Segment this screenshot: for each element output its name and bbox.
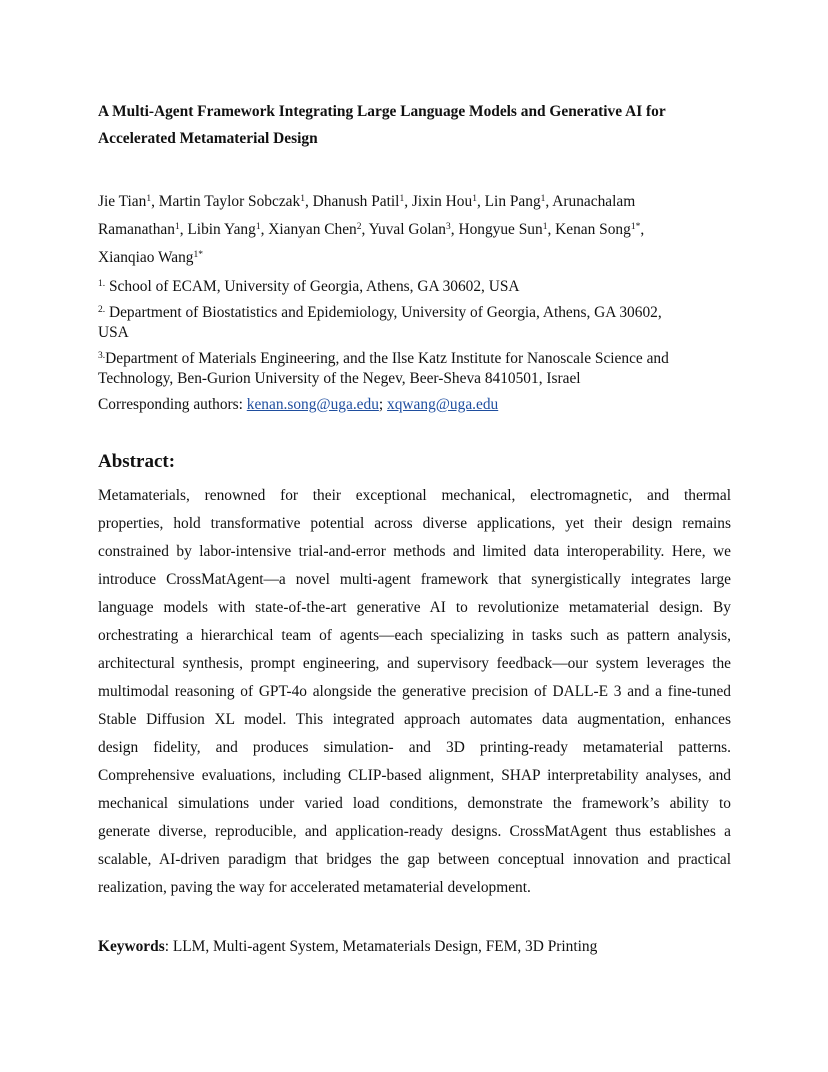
- title-line: A Multi-Agent Framework Integrating Large Language Models and Generative AI for: [98, 103, 666, 120]
- author: Martin Taylor Sobczak$^1$,: [158, 193, 313, 210]
- abstract-line: Metamaterials, renowned for their exceptional mechanical, electromagnetic, and thermal: [98, 487, 731, 504]
- affiliation-text: Department of Biostatistics and Epidemiology, University of Georgia, Athens, GA 30602,: [108, 304, 662, 321]
- abstract-line: architectural synthesis, prompt engineering, and supervisory feedback—our system leverages the: [98, 655, 731, 672]
- author-list: [98, 188, 738, 272]
- author: Xianyan Chen$^2$,: [268, 221, 369, 238]
- abstract-line: realization, paving the way for accelerated metamaterial development.: [98, 879, 531, 896]
- abstract-line: language models with state-of-the-art generative AI to revolutionize metamaterial design. By: [98, 599, 731, 616]
- abstract-line: scalable, AI-driven paradigm that bridges the gap between conceptual innovation and practical: [98, 851, 731, 868]
- abstract-line: multimodal reasoning of GPT-4o alongside the generative precision of DALL-E 3 and a fine-tuned: [98, 683, 731, 700]
- author: Jie Tian$^1$,: [98, 193, 159, 210]
- abstract-line: orchestrating a hierarchical team of agents—each specializing in tasks such as pattern analysis,: [98, 627, 731, 644]
- abstract-line: generate diverse, reproducible, and application-ready designs. CrossMatAgent thus establishes a: [98, 823, 731, 840]
- author-name-part: Arunachalam: [552, 193, 636, 210]
- abstract-line: Comprehensive evaluations, including CLIP-based alignment, SHAP interpretability analyses, and: [98, 767, 731, 784]
- author: Kenan Song$^{1*}$,: [555, 221, 645, 238]
- abstract-line: introduce CrossMatAgent—a novel multi-agent framework that synergistically integrates large: [98, 571, 731, 588]
- paper-title: [98, 98, 738, 152]
- affiliation-text: Department of Materials Engineering, and the Ilse Katz Institute for Nanoscale Science and: [105, 350, 669, 367]
- abstract-line: design fidelity, and produces simulation- and 3D printing-ready metamaterial patterns.: [98, 739, 731, 756]
- corresponding-label: Corresponding authors:: [98, 396, 247, 413]
- title-line: Accelerated Metamaterial Design: [98, 130, 318, 147]
- keywords: [98, 936, 597, 958]
- abstract-line: mechanical simulations under varied load conditions, demonstrate the framework’s ability to: [98, 795, 731, 812]
- affiliation-number: 1.: [98, 279, 106, 289]
- abstract-heading: Abstract:: [98, 451, 176, 472]
- affiliation-text: Technology, Ben-Gurion University of the Negev, Beer-Sheva 8410501, Israel: [98, 370, 581, 387]
- affiliation-1: [98, 277, 738, 297]
- author: Jixin Hou$^1$,: [411, 193, 485, 210]
- author-line: [98, 244, 738, 272]
- affiliation-number: 2.: [98, 305, 106, 315]
- author: Lin Pang$^1$,: [484, 193, 553, 210]
- abstract-body: [98, 482, 731, 902]
- author: Xianqiao Wang$^{1*}$: [98, 249, 203, 266]
- author: Hongyue Sun$^1$,: [458, 221, 556, 238]
- email-link-xqwang[interactable]: xqwang@uga.edu: [387, 396, 499, 413]
- affiliation-2: [98, 303, 738, 343]
- author-line: [98, 188, 738, 216]
- corresponding-authors: Corresponding authors: kenan.song@uga.edu; xqwang@uga.edu: [98, 396, 499, 413]
- affiliation-text: School of ECAM, University of Georgia, Athens, GA 30602, USA: [108, 278, 520, 295]
- abstract-line: constrained by labor-intensive trial-and-error methods and limited data interoperability. Here, we: [98, 543, 731, 560]
- keywords-label: Keywords: [98, 938, 165, 955]
- email-link-kenan-song[interactable]: kenan.song@uga.edu: [246, 396, 379, 413]
- affiliation-number: 3.: [98, 351, 106, 361]
- author: Libin Yang$^1$,: [187, 221, 269, 238]
- author: Yuval Golan$^3$,: [368, 221, 459, 238]
- author-line: Ramanathan$^1$, Libin Yang$^1$, Xianyan Chen$^2$, Yuval Golan$^3$, Hongyue Sun$^1$, Kenan Song$^{1*}$,: [98, 221, 645, 238]
- keywords-list: : LLM, Multi-agent System, Metamaterials Design, FEM, 3D Printing: [164, 938, 598, 955]
- abstract-line: properties, hold transformative potential across diverse applications, yet their design remains: [98, 515, 731, 532]
- affiliation-text: USA: [98, 324, 129, 341]
- affiliation-3: [98, 349, 738, 389]
- author-name-part: Ramanathan: [98, 221, 175, 238]
- abstract-line: Stable Diffusion XL model. This integrated approach automates data augmentation, enhances: [98, 711, 731, 728]
- author: Dhanush Patil$^1$,: [312, 193, 412, 210]
